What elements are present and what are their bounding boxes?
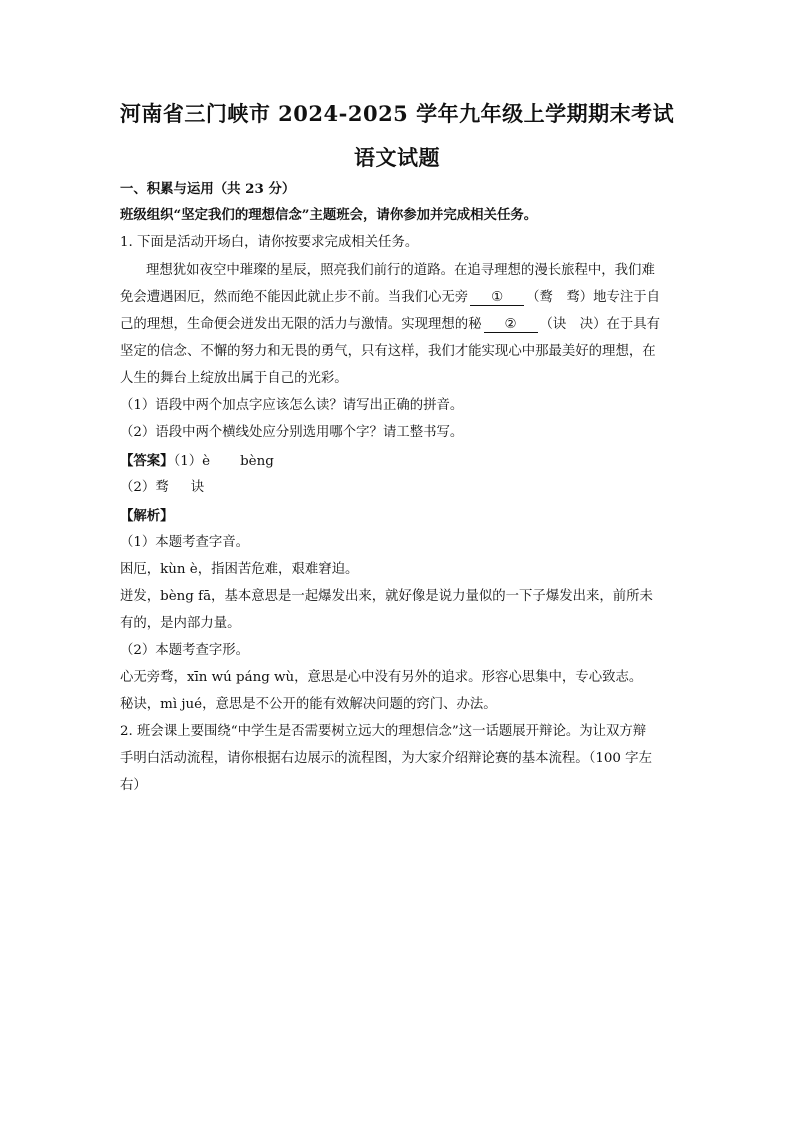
answer-value: 诀 [190, 480, 205, 495]
answer-value: bèng [240, 454, 274, 469]
answer-line-2 [120, 479, 680, 497]
analysis-line-2: 困厄，kùn è，指困苦危难，艰难窘迫。 [120, 562, 359, 577]
blank-2: ② [484, 318, 538, 333]
analysis-line-7: 秘诀，mì jué，意思是不公开的能有效解决问题的窍门、办法。 [120, 697, 497, 712]
passage-line-1: 理想犹如夜空中璀璨的星辰，照亮我们前行的道路。在追寻理想的漫长旅程中，我们难 [146, 263, 655, 278]
analysis-label: 【解析】 [120, 508, 174, 524]
option-text-1: （鹜 骛）地专注于自 [526, 290, 661, 305]
analysis-line-1: （1）本题考查字音。 [120, 535, 250, 550]
answer-value: 骛 [155, 480, 169, 495]
document-subtitle: 语文试题 [354, 145, 440, 170]
analysis-line-3: 迸发，bèng fā，基本意思是一起爆发出来，就好像是说力量似的一下子爆发出来，前所未 [120, 589, 653, 604]
passage-text: 己的理想，生命便会迸发出无限的活力与激情。实现理想的秘 [120, 317, 482, 332]
sub-question-1: （1）语段中两个加点字应该怎么读？请写出正确的拼音。 [120, 398, 464, 413]
question-2-line-1: 2. 班会课上要围绕“中学生是否需要树立远大的理想信念”这一话题展开辩论。为让双方辩 [120, 724, 647, 739]
option-text-2: （诀 决）在于具有 [539, 317, 661, 332]
document-title: 河南省三门峡市 2024-2025 学年九年级上学期期末考试 [119, 101, 675, 126]
passage-line-4: 坚定的信念、不懈的努力和无畏的勇气，只有这样，我们才能实现心中那最美好的理想，在 [120, 344, 656, 359]
passage-line-2 [120, 289, 680, 307]
blank-1: ① [470, 291, 524, 306]
passage-line-5: 人生的舞台上绽放出属于自己的光彩。 [120, 371, 348, 386]
passage-line-3 [120, 316, 680, 334]
passage-text: 免会遭遇困厄，然而绝不能因此就止步不前。当我们心无旁 [120, 290, 469, 305]
question-2-line-3: 右） [120, 778, 147, 793]
answer-number: （2） [120, 480, 156, 495]
answer-value: è [202, 454, 211, 469]
section-heading: 一、积累与运用（共 23 分） [120, 181, 296, 197]
answer-label: 【答案】 [120, 453, 174, 469]
answer-line-1 [120, 452, 680, 471]
analysis-line-5: （2）本题考查字形。 [120, 643, 250, 658]
question-1-stem: 1. 下面是活动开场白，请你按要求完成相关任务。 [120, 235, 419, 250]
task-intro: 班级组织“坚定我们的理想信念”主题班会，请你参加并完成相关任务。 [120, 207, 538, 223]
question-2-line-2: 手明白活动流程，请你根据右边展示的流程图，为大家介绍辩论赛的基本流程。（100 字左 [120, 751, 652, 766]
answer-number: （1） [173, 454, 203, 469]
sub-question-2: （2）语段中两个横线处应分别选用哪个字？请工整书写。 [120, 425, 464, 440]
analysis-line-4: 有的，是内部力量。 [120, 616, 241, 631]
analysis-line-6: 心无旁骛，xīn wú páng wù，意思是心中没有另外的追求。形容心思集中，专心致志。 [120, 670, 643, 685]
